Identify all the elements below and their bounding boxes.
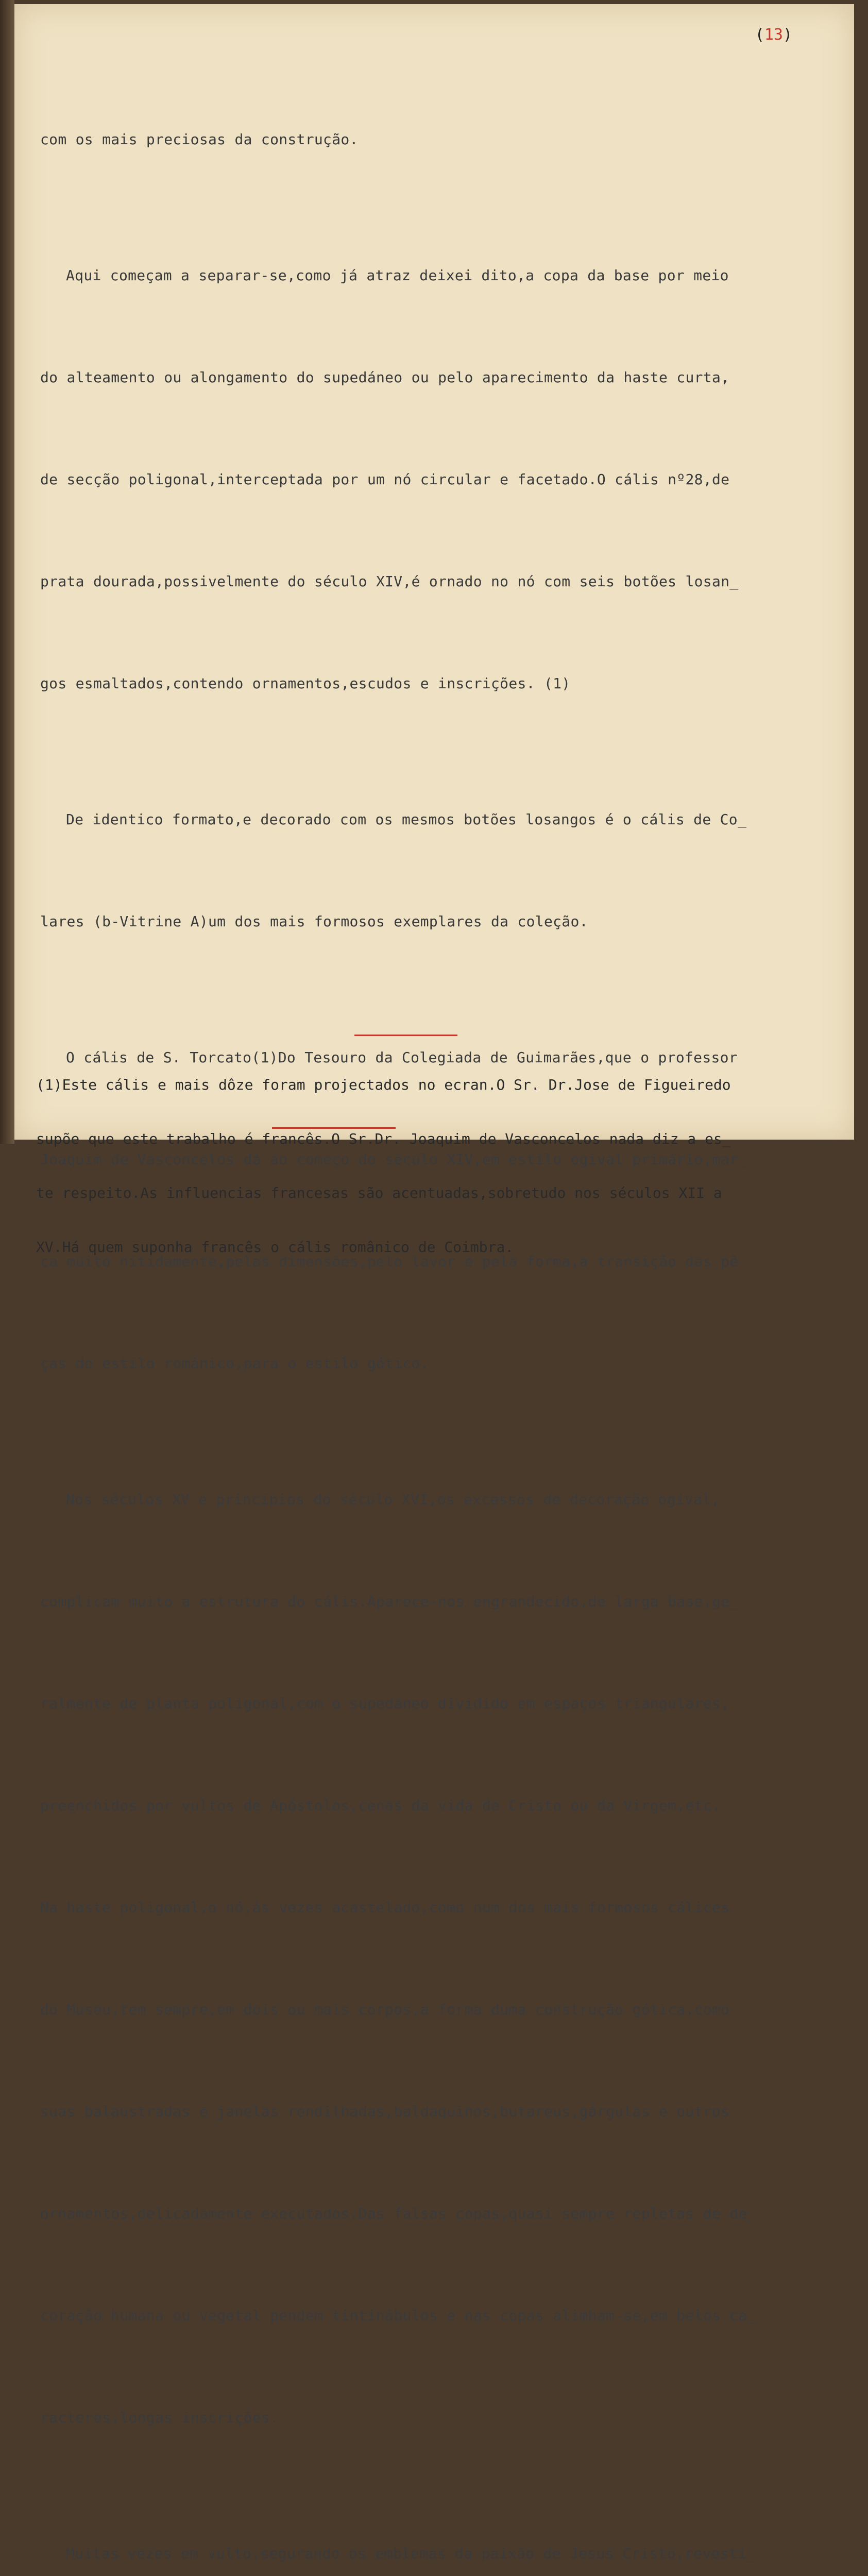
text-line: do alteamento ou alongamento do supedáneo ou pelo aparecimento da haste curta, [40,369,730,386]
page-number-value: 13 [764,26,783,44]
text-line: ornamentos,delicadamente executados.Das falsas copas,quasi sempre repletas de de_ [40,2205,756,2222]
footnote-line: te respeito.As influencias francesas são acentuadas,sobretudo nos séculos XII a [36,1184,722,1201]
text-line: Joaquim de Vasconcelos dá ao começo do século XIV,em estilo ogival primário,mar_ [40,1151,747,1168]
text-line: Muitas vezes em vulto,segurando os emblemas da paixão de Jesus Cristo,revesti_ [66,2545,756,2562]
text-line: De identico formato,e decorado com os mesmos botões losangos é o cális de Co_ [66,811,747,828]
book-binding [0,0,14,1144]
text-line: preenchidos por vultos de Apóstolos,cenas da vida de Cristo ou da Virgem,etc. [40,1797,721,1814]
text-line: do Museu,tem sempre,em dois ou mais corpos,a forma duma construção gótica,como [40,2001,730,2018]
text-line: Na haste poligonal,o nó,às vezes acastelado,como num dos mais formosos cálices [40,1899,730,1916]
text-line: ca muito nitidamente,pelas dimensões,pelo lavor e pela forma,a transição das pẽ [40,1253,739,1270]
text-line: prata dourada,possivelmente do século XIV,é ornado no nó com seis botões losan_ [40,573,739,590]
text-line: O cális de S. Torcato(1)Do Tesouro da Colegiada de Guimarães,que o professor [66,1049,738,1066]
red-pencil-underline [272,1127,396,1129]
text-line: Aqui começam a separar-se,como já atraz deixei dito,a copa da base por meio [66,267,729,284]
text-line: gos esmaltados,contendo ornamentos,escudos e inscrições. (1) [40,675,571,692]
text-line: de secção poligonal,interceptada por um nó circular e facetado.O cális nº28,de [40,471,730,488]
footnote-line: supõe que este trabalho é francês.O Sr.Dr. Joaquim de Vasconcelos nada diz a es_ [36,1130,731,1147]
text-line: suas balaustradas e janelas rendilhadas,baldaquinos,butareus,gárgulas e outros [40,2103,730,2120]
typewritten-page [14,4,854,2562]
text-line: complicam muito a estrutura do cális.Aparece-nos engrandecido,de larga base,ge_ [40,1593,739,1610]
text-line: lares (b-Vitrine A)um dos mais formosos exemplares da coleção. [40,913,588,930]
body-text [40,55,849,2576]
page-number: (13) [755,26,792,44]
text-line: racteres,longas inscrições. [40,2409,279,2426]
text-line: coração humana ou vegetal pendem tintinábulos e nas copas alimham-se,em belos ca_ [40,2307,756,2324]
text-line: ças do estilo românico,para o estilo gótico. [40,1355,429,1372]
footnote-line: (1)Este cális e mais dôze foram projectados no ecran.O Sr. Dr.Jose de Figueiredo [36,1076,731,1093]
text-line: com os mais preciosas da construção. [40,131,359,148]
text-line: Nos séculos XV e principios do século XVI,os excessos de decoração ogival, [66,1491,720,1508]
red-pencil-underline [354,1035,457,1036]
footnotes [36,1040,860,1292]
text-line: ralmente de planta poligonal,com o supedáneo dividido em espaços triangulares, [40,1695,730,1712]
footnote-line: XV.Há quem suponha francês o cális românico de Coimbra. [36,1239,514,1256]
